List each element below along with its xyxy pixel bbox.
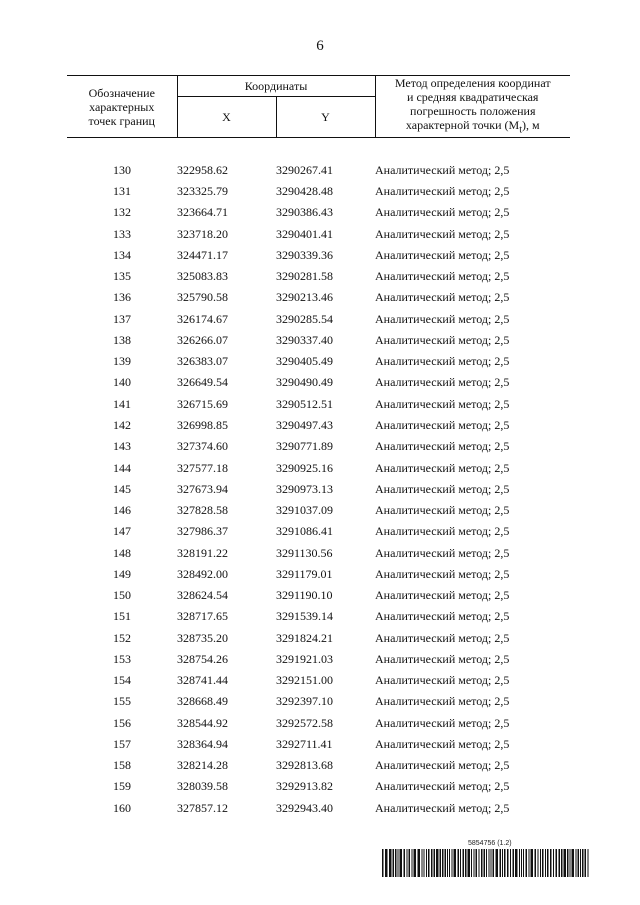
cell-point-id: 137 [113,311,131,326]
cell-point-id: 144 [113,460,131,475]
cell-method: Аналитический метод; 2,5 [375,779,510,794]
cell-method: Аналитический метод; 2,5 [375,715,510,730]
header-method: Метод определения координат и средняя квадратическая погрешность положения характерной точки $(M_t)$, м [375,76,570,138]
cell-method: Аналитический метод; 2,5 [375,800,510,815]
header-point-designation: Обозначение характерных точек границ [67,76,177,138]
table-row [67,585,570,606]
cell-x: 328492.00 [177,566,228,581]
table-row [67,670,570,691]
cell-method: Аналитический метод; 2,5 [375,396,510,411]
cell-y: 3290281.58 [276,269,333,284]
cell-y: 3291130.56 [276,545,333,560]
cell-point-id: 147 [113,524,131,539]
cell-x: 328754.26 [177,651,228,666]
cell-y: 3291921.03 [276,651,333,666]
cell-point-id: 135 [113,269,131,284]
cell-y: 3290285.54 [276,311,333,326]
cell-x: 325790.58 [177,290,228,305]
cell-method: Аналитический метод; 2,5 [375,226,510,241]
cell-y: 3292397.10 [276,694,333,709]
cell-x: 328039.58 [177,779,228,794]
cell-y: 3291539.14 [276,609,333,624]
table-row [67,564,570,585]
table-row [67,755,570,776]
cell-y: 3291086.41 [276,524,333,539]
table-row [67,542,570,563]
cell-method: Аналитический метод; 2,5 [375,205,510,220]
table-row [67,202,570,223]
table-row [67,500,570,521]
cell-x: 328668.49 [177,694,228,709]
cell-method: Аналитический метод; 2,5 [375,311,510,326]
cell-y: 3290267.41 [276,162,333,177]
table-row [67,181,570,202]
cell-y: 3290771.89 [276,439,333,454]
cell-point-id: 146 [113,503,131,518]
cell-y: 3290497.43 [276,417,333,432]
cell-x: 328624.54 [177,588,228,603]
table-row [67,734,570,755]
table-row [67,606,570,627]
cell-point-id: 140 [113,375,131,390]
table-row [67,245,570,266]
cell-x: 328191.22 [177,545,228,560]
cell-y: 3290973.13 [276,481,333,496]
cell-y: 3290428.48 [276,184,333,199]
cell-x: 323664.71 [177,205,228,220]
cell-method: Аналитический метод; 2,5 [375,609,510,624]
cell-y: 3292913.82 [276,779,333,794]
page-number: 6 [316,38,324,54]
table-row [67,457,570,478]
cell-x: 326998.85 [177,417,228,432]
cell-x: 326266.07 [177,332,228,347]
cell-point-id: 134 [113,247,131,262]
cell-y: 3292813.68 [276,758,333,773]
table-row [67,415,570,436]
cell-method: Аналитический метод; 2,5 [375,736,510,751]
cell-y: 3292151.00 [276,673,333,688]
cell-method: Аналитический метод; 2,5 [375,439,510,454]
cell-y: 3290925.16 [276,460,333,475]
cell-point-id: 133 [113,226,131,241]
cell-y: 3290405.49 [276,354,333,369]
cell-y: 3291037.09 [276,503,333,518]
cell-point-id: 150 [113,588,131,603]
table-row [67,223,570,244]
table-body [67,138,570,819]
cell-point-id: 160 [113,800,131,815]
table-row [67,287,570,308]
cell-x: 327673.94 [177,481,228,496]
cell-y: 3290386.43 [276,205,333,220]
cell-method: Аналитический метод; 2,5 [375,630,510,645]
cell-x: 328364.94 [177,736,228,751]
cell-method: Аналитический метод; 2,5 [375,184,510,199]
header-x: X [177,97,276,138]
cell-point-id: 153 [113,651,131,666]
table-row [67,521,570,542]
table-row [67,351,570,372]
cell-point-id: 152 [113,630,131,645]
cell-method: Аналитический метод; 2,5 [375,481,510,496]
table-row [67,798,570,819]
coordinates-table [67,75,570,819]
cell-method: Аналитический метод; 2,5 [375,545,510,560]
cell-x: 323718.20 [177,226,228,241]
cell-x: 328741.44 [177,673,228,688]
table-row [67,691,570,712]
cell-x: 328717.65 [177,609,228,624]
cell-y: 3292711.41 [276,736,333,751]
cell-method: Аналитический метод; 2,5 [375,332,510,347]
header-y: Y [276,97,375,138]
barcode-number: 5854756 (1.2) [468,840,512,847]
table-row [67,372,570,393]
cell-point-id: 148 [113,545,131,560]
cell-method: Аналитический метод; 2,5 [375,694,510,709]
cell-x: 324471.17 [177,247,228,262]
table-row [67,330,570,351]
cell-point-id: 132 [113,205,131,220]
cell-point-id: 139 [113,354,131,369]
cell-y: 3290337.40 [276,332,333,347]
table-row [67,776,570,797]
cell-x: 328544.92 [177,715,228,730]
cell-x: 327577.18 [177,460,228,475]
cell-point-id: 154 [113,673,131,688]
cell-method: Аналитический метод; 2,5 [375,503,510,518]
cell-point-id: 159 [113,779,131,794]
cell-y: 3291824.21 [276,630,333,645]
cell-point-id: 155 [113,694,131,709]
cell-x: 328735.20 [177,630,228,645]
table-row [67,266,570,287]
cell-x: 326383.07 [177,354,228,369]
cell-y: 3292943.40 [276,800,333,815]
cell-x: 326715.69 [177,396,228,411]
table-row [67,436,570,457]
cell-method: Аналитический метод; 2,5 [375,758,510,773]
cell-point-id: 143 [113,439,131,454]
cell-method: Аналитический метод; 2,5 [375,673,510,688]
cell-x: 326174.67 [177,311,228,326]
cell-x: 328214.28 [177,758,228,773]
cell-method: Аналитический метод; 2,5 [375,588,510,603]
cell-point-id: 136 [113,290,131,305]
barcode-image [382,849,590,877]
cell-method: Аналитический метод; 2,5 [375,247,510,262]
cell-x: 327828.58 [177,503,228,518]
cell-point-id: 156 [113,715,131,730]
table-row [67,649,570,670]
table-row [67,160,570,181]
cell-x: 327374.60 [177,439,228,454]
cell-y: 3290401.41 [276,226,333,241]
cell-method: Аналитический метод; 2,5 [375,290,510,305]
cell-point-id: 130 [113,162,131,177]
cell-y: 3291179.01 [276,566,333,581]
table-row [67,394,570,415]
cell-y: 3290512.51 [276,396,333,411]
header-coordinates: Координаты [177,76,375,97]
cell-method: Аналитический метод; 2,5 [375,162,510,177]
cell-point-id: 149 [113,566,131,581]
cell-x: 322958.62 [177,162,228,177]
cell-point-id: 158 [113,758,131,773]
cell-point-id: 157 [113,736,131,751]
cell-method: Аналитический метод; 2,5 [375,269,510,284]
cell-method: Аналитический метод; 2,5 [375,417,510,432]
cell-x: 326649.54 [177,375,228,390]
cell-method: Аналитический метод; 2,5 [375,354,510,369]
cell-y: 3291190.10 [276,588,333,603]
cell-method: Аналитический метод; 2,5 [375,566,510,581]
cell-x: 327986.37 [177,524,228,539]
cell-y: 3290213.46 [276,290,333,305]
cell-point-id: 141 [113,396,131,411]
cell-x: 327857.12 [177,800,228,815]
cell-y: 3290490.49 [276,375,333,390]
cell-y: 3292572.58 [276,715,333,730]
cell-point-id: 145 [113,481,131,496]
table-row [67,713,570,734]
cell-point-id: 142 [113,417,131,432]
cell-method: Аналитический метод; 2,5 [375,524,510,539]
cell-point-id: 131 [113,184,131,199]
cell-method: Аналитический метод; 2,5 [375,375,510,390]
table-row [67,479,570,500]
cell-y: 3290339.36 [276,247,333,262]
cell-point-id: 138 [113,332,131,347]
cell-point-id: 151 [113,609,131,624]
cell-x: 325083.83 [177,269,228,284]
table-row [67,628,570,649]
cell-x: 323325.79 [177,184,228,199]
cell-method: Аналитический метод; 2,5 [375,651,510,666]
table-row [67,309,570,330]
cell-method: Аналитический метод; 2,5 [375,460,510,475]
